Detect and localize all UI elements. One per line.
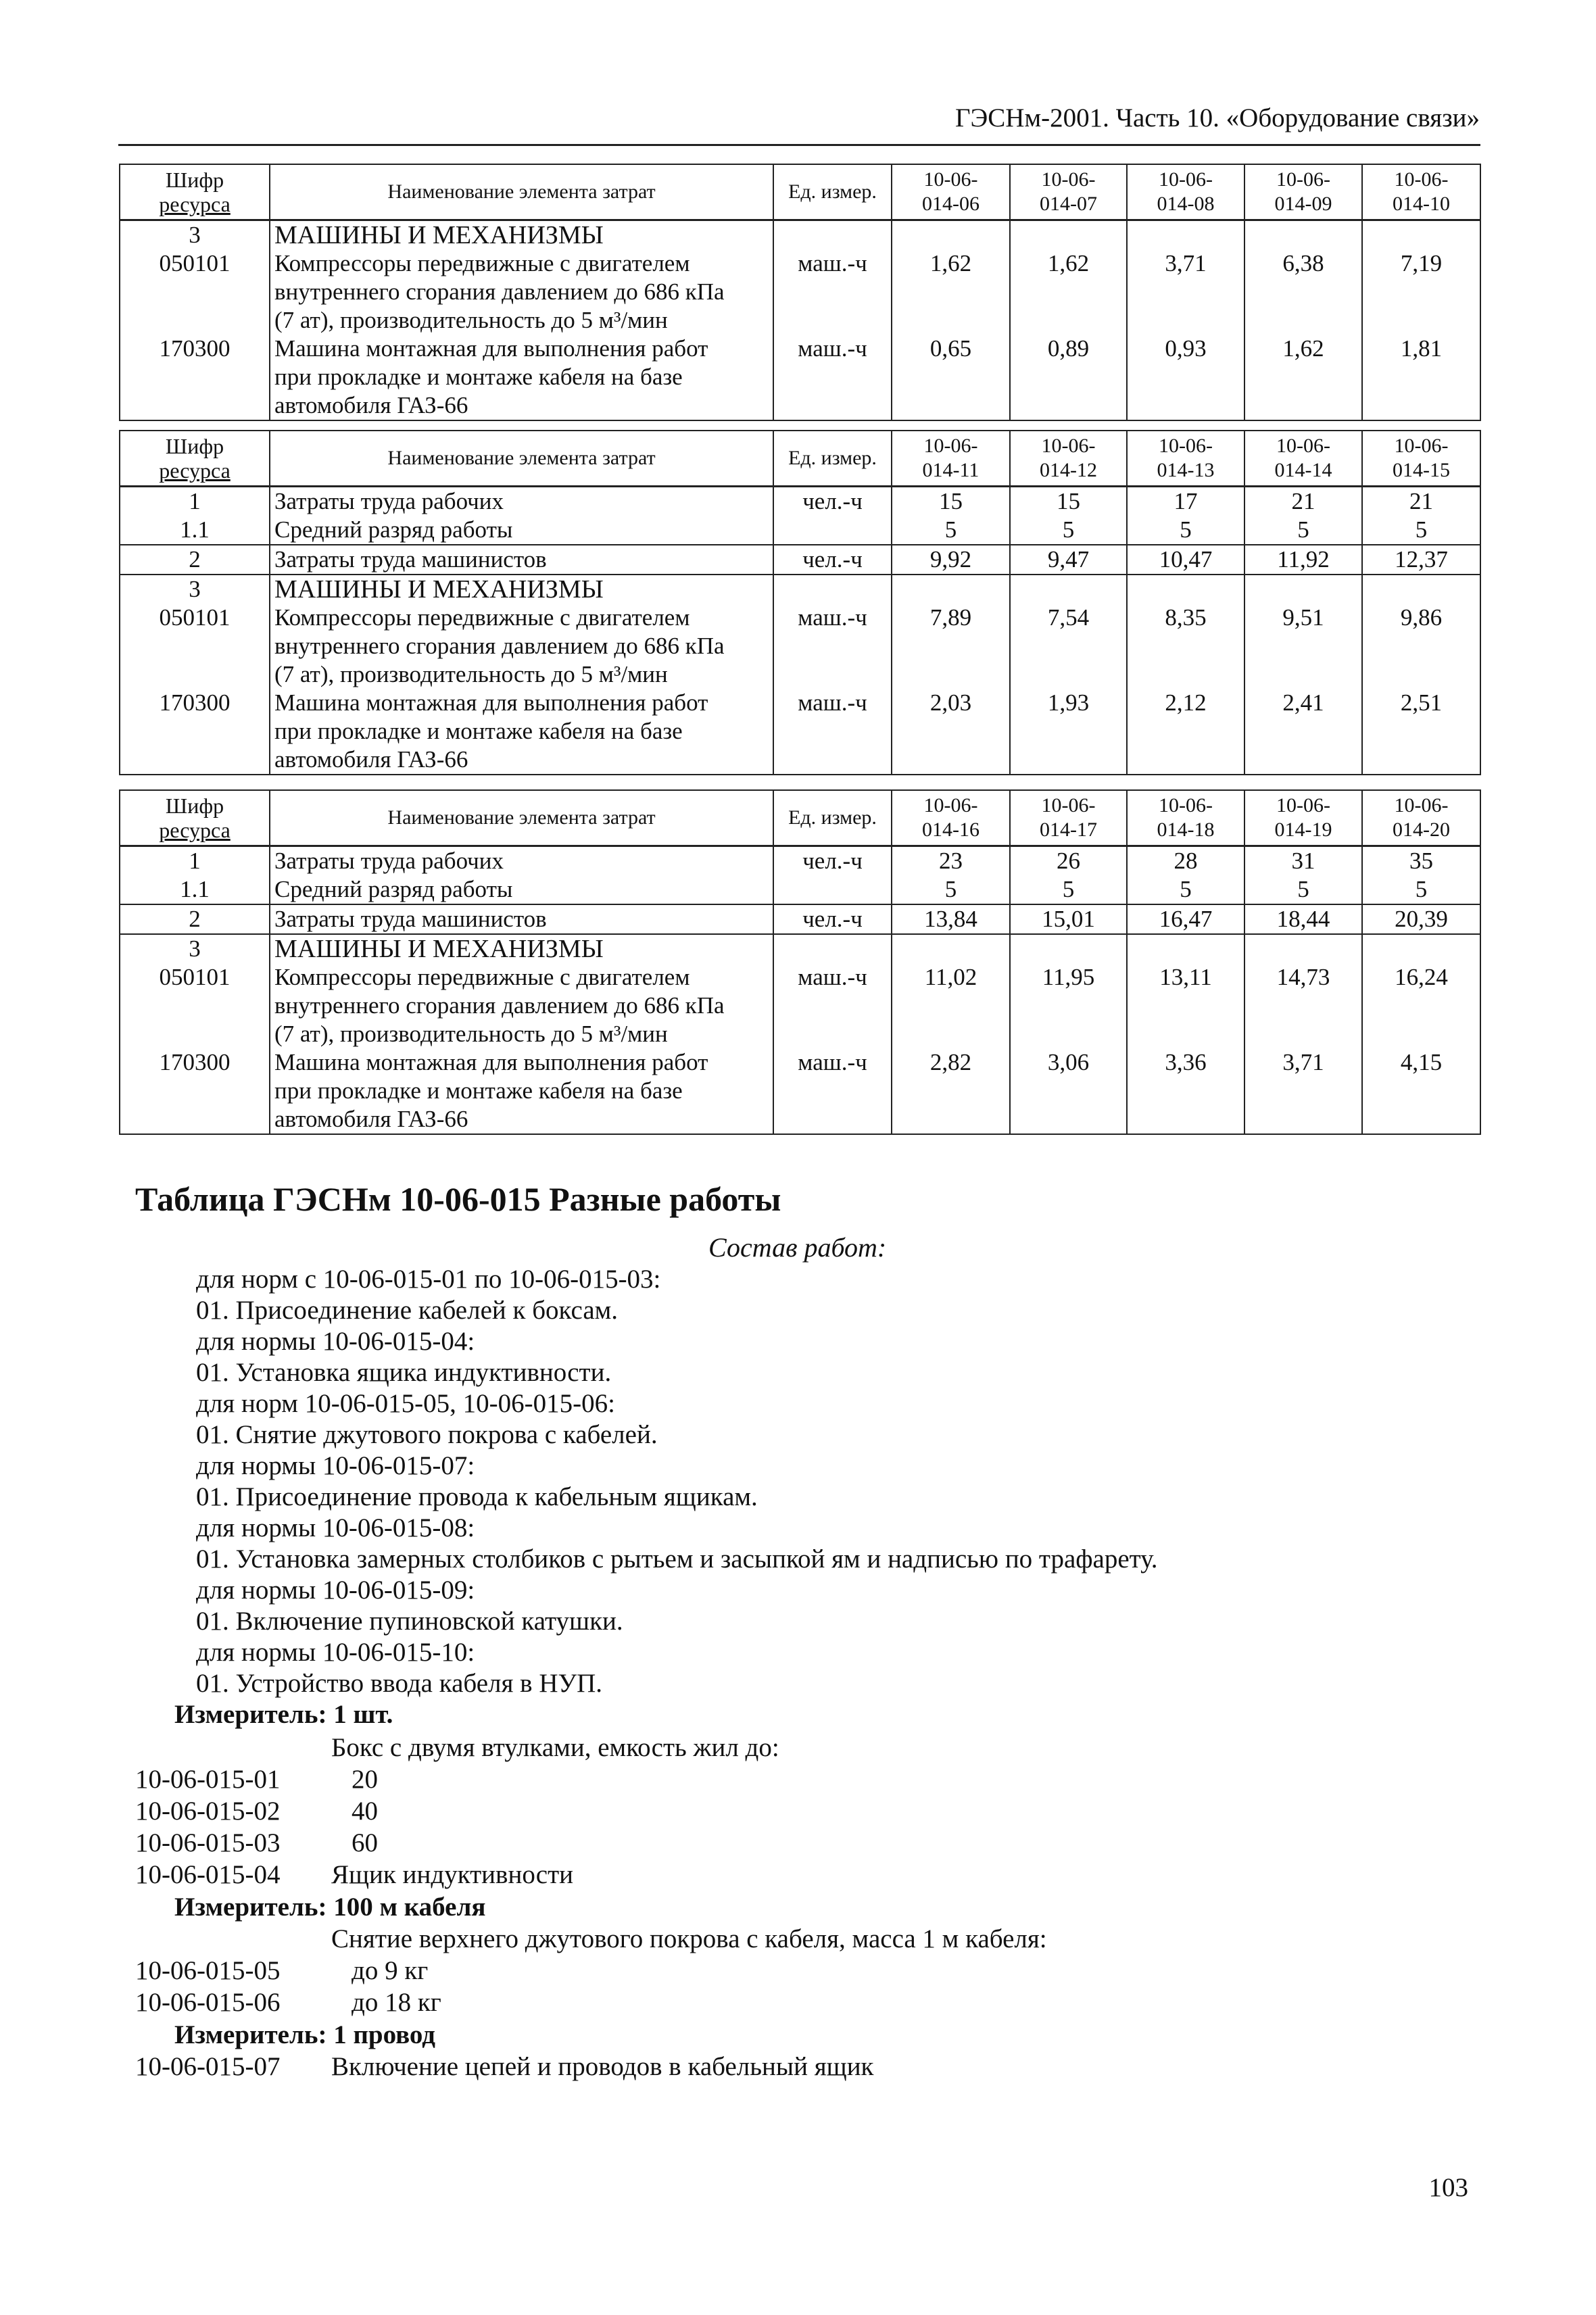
norm-value: Ящик индуктивности <box>331 1860 574 1889</box>
composition-line: для нормы 10-06-015-10: <box>196 1638 475 1667</box>
group-caption: Бокс с двумя втулками, емкость жил до: <box>331 1733 779 1762</box>
page-number: 103 <box>1428 2173 1468 2202</box>
table-row: 1 Затраты труда рабочих чел.-ч 23 26 28 31 35 <box>120 846 1480 876</box>
composition-line: для норм 10-06-015-05, 10-06-015-06: <box>196 1389 615 1418</box>
norm-code-header: 10-06- 014-20 <box>1362 790 1480 846</box>
unit-column-header: Ед. измер. <box>773 790 892 846</box>
name-column-header: Наименование элемента затрат <box>270 164 773 220</box>
norm-code: 10-06-015-03 <box>135 1828 281 1857</box>
table-header-row <box>120 164 1480 220</box>
norm-code-header: 10-06- 014-14 <box>1244 431 1362 487</box>
norm-code-header: 10-06- 014-08 <box>1127 164 1244 220</box>
composition-line: 01. Установка ящика индуктивности. <box>196 1358 612 1387</box>
norm-code: 10-06-015-07 <box>135 2052 281 2081</box>
table-row: 170300 Машина монтажная для выполнения работ при прокладке и монтаже кабеля на базе автомобиля ГАЗ-66 маш.-ч 2,82 3,06 3,36 3,71 4,15 <box>120 1048 1480 1134</box>
measure-unit-label: Измеритель: 100 м кабеля <box>174 1893 486 1922</box>
measure-unit-label: Измеритель: 1 провод <box>174 2020 436 2049</box>
code-column-header: Шифр ресурса <box>120 431 270 487</box>
norm-table-014-11-15 <box>119 430 1481 775</box>
composition-line: для нормы 10-06-015-07: <box>196 1451 475 1480</box>
table-row: 3 МАШИНЫ И МЕХАНИЗМЫ <box>120 934 1480 963</box>
norm-code-header: 10-06- 014-10 <box>1362 164 1480 220</box>
norm-code: 10-06-015-01 <box>135 1765 281 1794</box>
composition-line: для нормы 10-06-015-04: <box>196 1327 475 1356</box>
norm-value: 40 <box>352 1797 378 1826</box>
table-header-row <box>120 790 1480 846</box>
norm-code: 10-06-015-06 <box>135 1988 281 2017</box>
composition-line: 01. Включение пупиновской катушки. <box>196 1607 623 1636</box>
norm-value: 60 <box>352 1828 378 1857</box>
table-row: 2 Затраты труда машинистов чел.-ч 9,92 9,47 10,47 11,92 12,37 <box>120 545 1480 575</box>
table-row: 1.1 Средний разряд работы 5 5 5 5 5 <box>120 875 1480 904</box>
norm-code-header: 10-06- 014-15 <box>1362 431 1480 487</box>
table-row: 050101 Компрессоры передвижные с двигателем внутреннего сгорания давлением до 686 кПа (7 ат), производительность до 5 м³/мин маш.-ч 1,62 1,62 3,71 6,38 7,19 <box>120 249 1480 335</box>
header-rule <box>118 144 1480 146</box>
composition-line: 01. Присоединение кабелей к боксам. <box>196 1296 619 1325</box>
norm-code-header: 10-06- 014-06 <box>892 164 1010 220</box>
table-row: 1.1 Средний разряд работы 5 5 5 5 5 <box>120 516 1480 545</box>
norm-code-header: 10-06- 014-07 <box>1010 164 1127 220</box>
composition-line: 01. Установка замерных столбиков с рытьем и засыпкой ям и надписью по трафарету. <box>196 1544 1158 1574</box>
composition-line: 01. Снятие джутового покрова с кабелей. <box>196 1420 658 1449</box>
table-row: 3 МАШИНЫ И МЕХАНИЗМЫ <box>120 220 1480 250</box>
group-caption: Снятие верхнего джутового покрова с кабеля, масса 1 м кабеля: <box>331 1924 1047 1953</box>
norm-code-header: 10-06- 014-11 <box>892 431 1010 487</box>
norm-code: 10-06-015-04 <box>135 1860 281 1889</box>
norm-code-header: 10-06- 014-09 <box>1244 164 1362 220</box>
composition-line: для нормы 10-06-015-08: <box>196 1513 475 1542</box>
norm-value: до 18 кг <box>352 1988 441 2017</box>
norm-value: 20 <box>352 1765 378 1794</box>
composition-title: Состав работ: <box>708 1232 887 1263</box>
table-row: 2 Затраты труда машинистов чел.-ч 13,84 15,01 16,47 18,44 20,39 <box>120 904 1480 934</box>
composition-line: для норм с 10-06-015-01 по 10-06-015-03: <box>196 1265 661 1294</box>
table-row: 050101 Компрессоры передвижные с двигателем внутреннего сгорания давлением до 686 кПа (7 ат), производительность до 5 м³/мин маш.-ч 11,02 11,95 13,11 14,73 16,24 <box>120 963 1480 1048</box>
name-column-header: Наименование элемента затрат <box>270 431 773 487</box>
composition-line: 01. Устройство ввода кабеля в НУП. <box>196 1669 603 1698</box>
table-row: 1 Затраты труда рабочих чел.-ч 15 15 17 21 21 <box>120 487 1480 516</box>
running-header: ГЭСНм-2001. Часть 10. «Оборудование связи» <box>954 103 1480 132</box>
table-row: 170300 Машина монтажная для выполнения работ при прокладке и монтаже кабеля на базе автомобиля ГАЗ-66 маш.-ч 0,65 0,89 0,93 1,62 1,81 <box>120 335 1480 420</box>
code-column-header: Шифр ресурса <box>120 790 270 846</box>
composition-line: 01. Присоединение провода к кабельным ящикам. <box>196 1482 758 1511</box>
norm-value: до 9 кг <box>352 1956 429 1985</box>
norm-code-header: 10-06- 014-12 <box>1010 431 1127 487</box>
norm-code-header: 10-06- 014-19 <box>1244 790 1362 846</box>
norm-code-header: 10-06- 014-13 <box>1127 431 1244 487</box>
table-row: 3 МАШИНЫ И МЕХАНИЗМЫ <box>120 575 1480 604</box>
measure-unit-label: Измеритель: 1 шт. <box>174 1700 393 1729</box>
norm-table-014-16-20 <box>119 789 1481 1135</box>
norm-code: 10-06-015-05 <box>135 1956 281 1985</box>
table-row: 170300 Машина монтажная для выполнения работ при прокладке и монтаже кабеля на базе автомобиля ГАЗ-66 маш.-ч 2,03 1,93 2,12 2,41 2,51 <box>120 689 1480 775</box>
unit-column-header: Ед. измер. <box>773 431 892 487</box>
norm-table-014-06-10 <box>119 164 1481 421</box>
section-heading: Таблица ГЭСНм 10-06-015 Разные работы <box>135 1180 781 1218</box>
norm-code-header: 10-06- 014-17 <box>1010 790 1127 846</box>
composition-line: для нормы 10-06-015-09: <box>196 1576 475 1605</box>
name-column-header: Наименование элемента затрат <box>270 790 773 846</box>
table-row: 050101 Компрессоры передвижные с двигателем внутреннего сгорания давлением до 686 кПа (7 ат), производительность до 5 м³/мин маш.-ч 7,89 7,54 8,35 9,51 9,86 <box>120 604 1480 689</box>
norm-code-header: 10-06- 014-16 <box>892 790 1010 846</box>
unit-column-header: Ед. измер. <box>773 164 892 220</box>
code-column-header: Шифр ресурса <box>120 164 270 220</box>
table-header-row <box>120 431 1480 487</box>
norm-value: Включение цепей и проводов в кабельный ящик <box>331 2052 874 2081</box>
norm-code-header: 10-06- 014-18 <box>1127 790 1244 846</box>
norm-code: 10-06-015-02 <box>135 1797 281 1826</box>
